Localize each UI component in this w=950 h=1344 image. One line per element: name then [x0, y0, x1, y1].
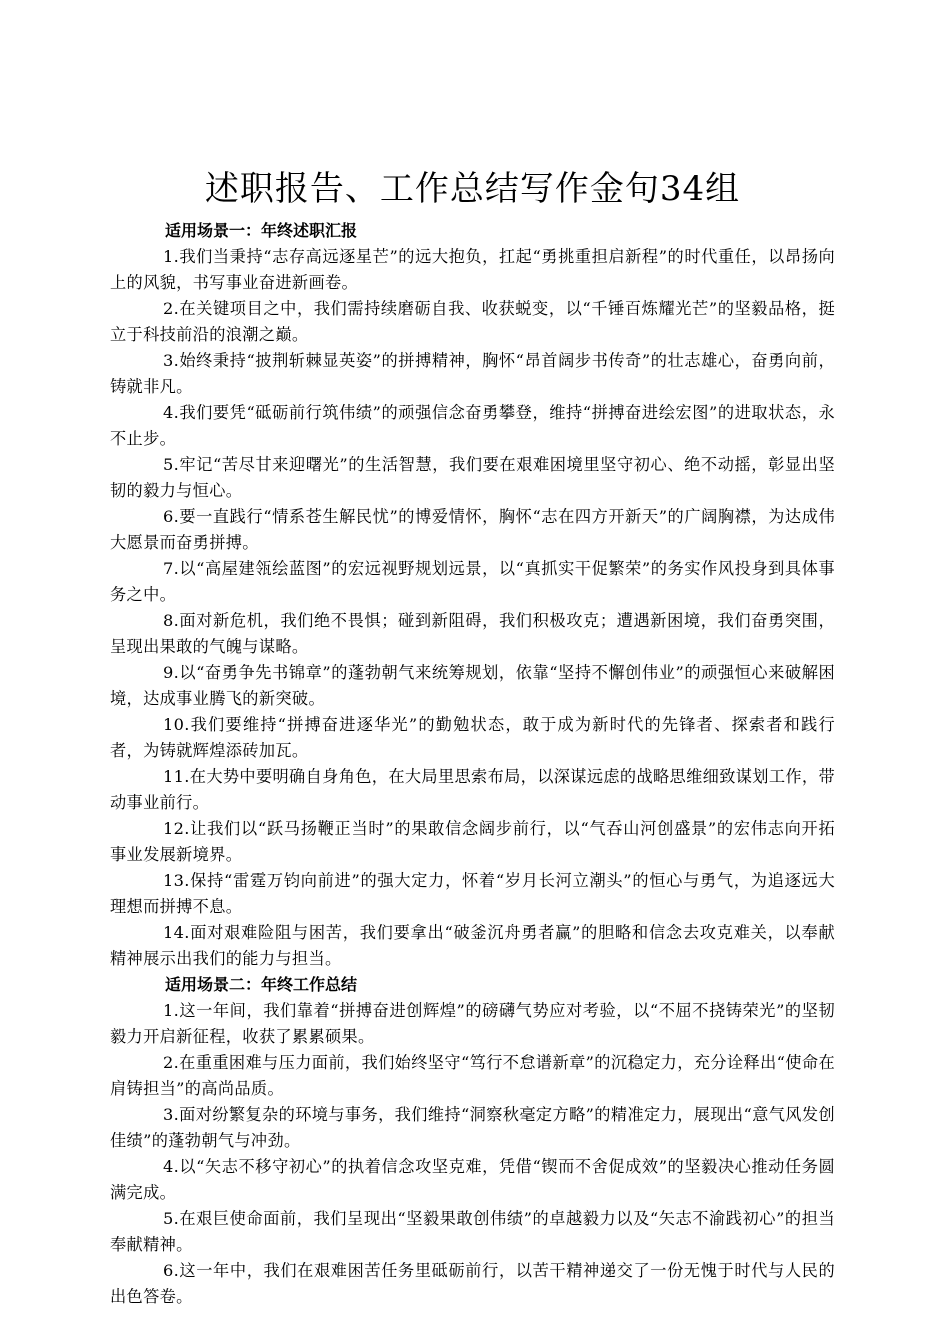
section-2: [110, 972, 835, 1310]
list-item: 6.要一直践行“情系苍生解民忧”的博爱情怀，胸怀“志在四方开新天”的广阔胸襟，为达成伟大愿景而奋勇拼搏。: [110, 507, 835, 552]
list-item: 4.以“矢志不移守初心”的执着信念攻坚克难，凭借“锲而不舍促成效”的坚毅决心推动任务圆满完成。: [110, 1157, 835, 1202]
section-heading: 适用场景一：年终述职汇报: [165, 221, 358, 240]
list-item: 13.保持“雷霆万钧向前进”的强大定力，怀着“岁月长河立潮头”的恒心与勇气，为追逐远大理想而拼搏不息。: [110, 871, 835, 916]
list-item: 6.这一年中，我们在艰难困苦任务里砥砺前行，以苦干精神递交了一份无愧于时代与人民的出色答卷。: [110, 1261, 835, 1306]
list-item: 2.在关键项目之中，我们需持续磨砺自我、收获蜕变，以“千锤百炼耀光芒”的坚毅品格，挺立于科技前沿的浪潮之巅。: [110, 299, 835, 344]
list-item: 5.在艰巨使命面前，我们呈现出“坚毅果敢创伟绩”的卓越毅力以及“矢志不渝践初心”的担当奉献精神。: [110, 1209, 835, 1254]
list-item: 1.我们当秉持“志存高远逐星芒”的远大抱负，扛起“勇挑重担启新程”的时代重任，以昂扬向上的风貌，书写事业奋进新画卷。: [110, 247, 835, 292]
list-item: 9.以“奋勇争先书锦章”的蓬勃朝气来统筹规划，依靠“坚持不懈创伟业”的顽强恒心来破解困境，达成事业腾飞的新突破。: [110, 663, 835, 708]
list-item: 2.在重重困难与压力面前，我们始终坚守“笃行不怠谱新章”的沉稳定力，充分诠释出“使命在肩铸担当”的高尚品质。: [110, 1053, 835, 1098]
list-item: 3.面对纷繁复杂的环境与事务，我们维持“洞察秋毫定方略”的精准定力，展现出“意气风发创佳绩”的蓬勃朝气与冲劲。: [110, 1105, 835, 1150]
list-item: 1.这一年间，我们靠着“拼搏奋进创辉煌”的磅礴气势应对考验，以“不屈不挠铸荣光”的坚韧毅力开启新征程，收获了累累硕果。: [110, 1001, 835, 1046]
list-item: 14.面对艰难险阻与困苦，我们要拿出“破釜沉舟勇者赢”的胆略和信念去攻克难关，以奉献精神展示出我们的能力与担当。: [110, 923, 835, 968]
list-item: 10.我们要维持“拼搏奋进逐华光”的勤勉状态，敢于成为新时代的先锋者、探索者和践行者，为铸就辉煌添砖加瓦。: [110, 715, 835, 760]
list-item: 4.我们要凭“砥砺前行筑伟绩”的顽强信念奋勇攀登，维持“拼搏奋进绘宏图”的进取状态，永不止步。: [110, 403, 835, 448]
document-title: 述职报告、工作总结写作金句34组: [204, 169, 741, 209]
section-heading: 适用场景二：年终工作总结: [165, 975, 358, 994]
list-item: 12.让我们以“跃马扬鞭正当时”的果敢信念阔步前行，以“气吞山河创盛景”的宏伟志向开拓事业发展新境界。: [110, 819, 835, 864]
list-item: 5.牢记“苦尽甘来迎曙光”的生活智慧，我们要在艰难困境里坚守初心、绝不动摇，彰显出坚韧的毅力与恒心。: [110, 455, 835, 500]
list-item: 11.在大势中要明确自身角色，在大局里思索布局，以深谋远虑的战略思维细致谋划工作，带动事业前行。: [110, 767, 835, 812]
list-item: 7.以“高屋建瓴绘蓝图”的宏远视野规划远景，以“真抓实干促繁荣”的务实作风投身到具体事务之中。: [110, 559, 835, 604]
document-page: [110, 160, 835, 1310]
list-item: 3.始终秉持“披荆斩棘显英姿”的拼搏精神，胸怀“昂首阔步书传奇”的壮志雄心，奋勇向前，铸就非凡。: [110, 351, 835, 396]
section-1: [110, 218, 835, 972]
list-item: 8.面对新危机，我们绝不畏惧；碰到新阻碍，我们积极攻克；遭遇新困境，我们奋勇突围，呈现出果敢的气魄与谋略。: [110, 611, 835, 656]
